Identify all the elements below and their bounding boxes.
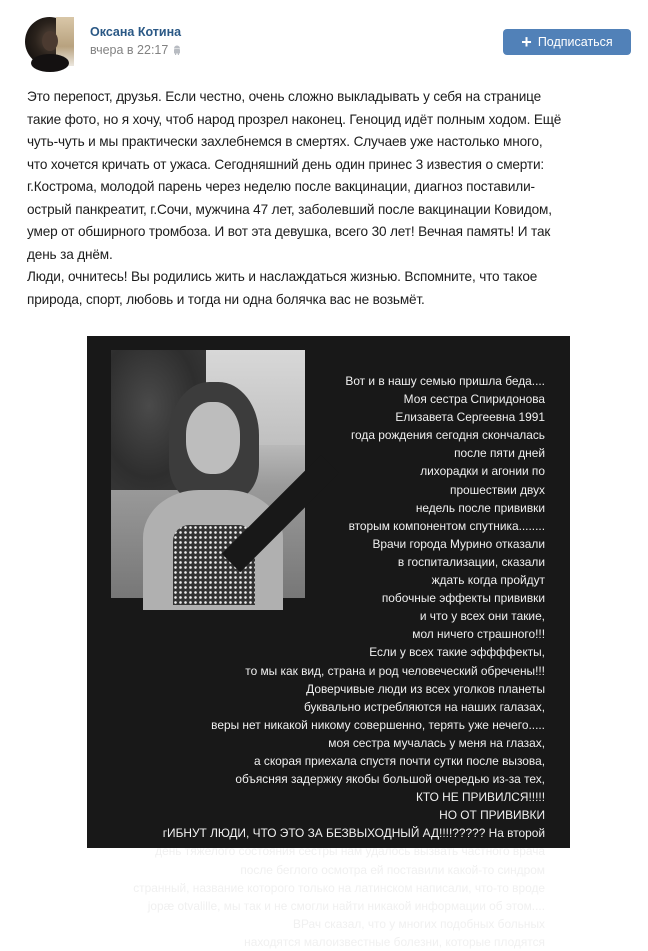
story-line: года рождения сегодня скончалась	[350, 428, 545, 443]
post-text-line: природа, спорт, любовь и тогда ни одна болячка вас не возьмёт.	[27, 291, 425, 307]
post-text-line: Люди, очнитесь! Вы родились жить и наслаждаться жизнью. Вспомните, что такое	[27, 269, 538, 284]
story-line: Врачи города Мурино отказали	[372, 536, 545, 551]
story-line: побочные эффекты прививки	[381, 591, 545, 606]
story-line: и что у всех они такие,	[419, 609, 545, 624]
story-line: Доверчивые люди из всех уголков планеты	[306, 681, 545, 696]
post-header	[0, 0, 648, 80]
post-text	[27, 86, 627, 311]
story-line: буквально истребляются на наших галазах,	[303, 699, 545, 714]
story-line: странный, название которого только на латинском написали, что-то вроде	[133, 880, 545, 895]
story-line: ждать когда пройдут	[431, 573, 545, 588]
post-image-attachment[interactable]	[87, 336, 570, 949]
memorial-story-text	[125, 372, 545, 951]
post-text-line: чуть-чуть и мы практически захлебнемся в смертях. Случаев уже настолько много,	[27, 134, 543, 149]
story-line: вторым компонентом спутника........	[348, 518, 545, 533]
story-line: мол ничего страшного!!!	[412, 627, 545, 642]
story-line: лихорадки и агонии по	[420, 464, 545, 479]
story-line: ВРач сказал, что у многих подобных больных	[293, 916, 545, 931]
story-line: гИБНУТ ЛЮДИ, ЧТО ЭТО ЗА БЕЗВЫХОДНЫЙ АД!!!!????? На второй	[162, 826, 545, 841]
story-line: в госпитализации, сказали	[397, 554, 545, 569]
story-line: после беглого осмотра ей поставили какой-то синдром	[240, 862, 545, 877]
story-line: объясняя задержку якобы большой очередью из-за тех,	[235, 772, 545, 787]
post-text-line: г.Кострома, молодой парень через неделю после вакцинации, диагноз поставили-	[27, 179, 535, 194]
author-name-link[interactable]: Оксана Котина	[90, 25, 182, 39]
story-line: находятся малоизвестные болезни, которые плодятся	[244, 934, 545, 949]
story-line: то мы как вид, страна и род человеческий обречены!!!	[245, 663, 545, 678]
post-text-line: Это перепост, друзья. Если честно, очень сложно выкладывать у себя на странице	[27, 89, 542, 104]
story-line: jopæ otvalille, мы так и не смогли найти никакой информации об этом....	[147, 898, 545, 913]
story-line: КТО НЕ ПРИВИЛСЯ!!!!!	[415, 790, 545, 805]
story-line: после пяти дней	[454, 446, 545, 461]
post-text-line: день за днём.	[27, 246, 113, 262]
post-text-line: умер от обширного тромбоза. И вот эта девушка, всего 30 лет! Вечная память! И так	[27, 224, 551, 239]
story-line: прошествии двух	[450, 482, 545, 497]
story-line: Моя сестра Спиридонова	[403, 392, 545, 407]
subscribe-label: Подписаться	[537, 35, 613, 49]
post-timestamp[interactable]: вчера в 22:17	[90, 43, 169, 57]
plus-icon: +	[521, 31, 532, 52]
android-icon	[173, 45, 181, 55]
story-line: Елизавета Сергеевна 1991	[395, 410, 545, 425]
story-line: НО ОТ ПРИВИВКИ	[439, 808, 545, 823]
story-line: Если у всех такие эффффекты,	[369, 645, 545, 660]
story-line: день тяжелого состояния сестры нам удалось вызвать частного врача	[155, 844, 545, 859]
post-meta	[90, 43, 181, 57]
post-text-line: такие фото, но я хочу, чтоб народ прозрел наконец. Геноцид идёт полным ходом. Ещё	[27, 111, 562, 127]
story-line: а скорая приехала спустя почти сутки после вызова,	[253, 753, 545, 768]
subscribe-button[interactable]	[503, 29, 631, 55]
story-line: Вот и в нашу семью пришла беда....	[345, 374, 545, 388]
story-line: недель после прививки	[415, 500, 545, 515]
author-avatar[interactable]	[25, 17, 74, 66]
post-text-line: острый панкреатит, г.Сочи, мужчина 47 лет, заболевший после вакцинации Ковидом,	[27, 201, 552, 217]
story-line: моя сестра мучалась у меня на глазах,	[328, 735, 545, 750]
post-text-line: что хочется кричать от ужаса. Сегодняшний день один принес 3 известия о смерти:	[27, 156, 545, 172]
story-line: веры нет никакой никому совершенно, терять уже нечего.....	[211, 717, 545, 732]
